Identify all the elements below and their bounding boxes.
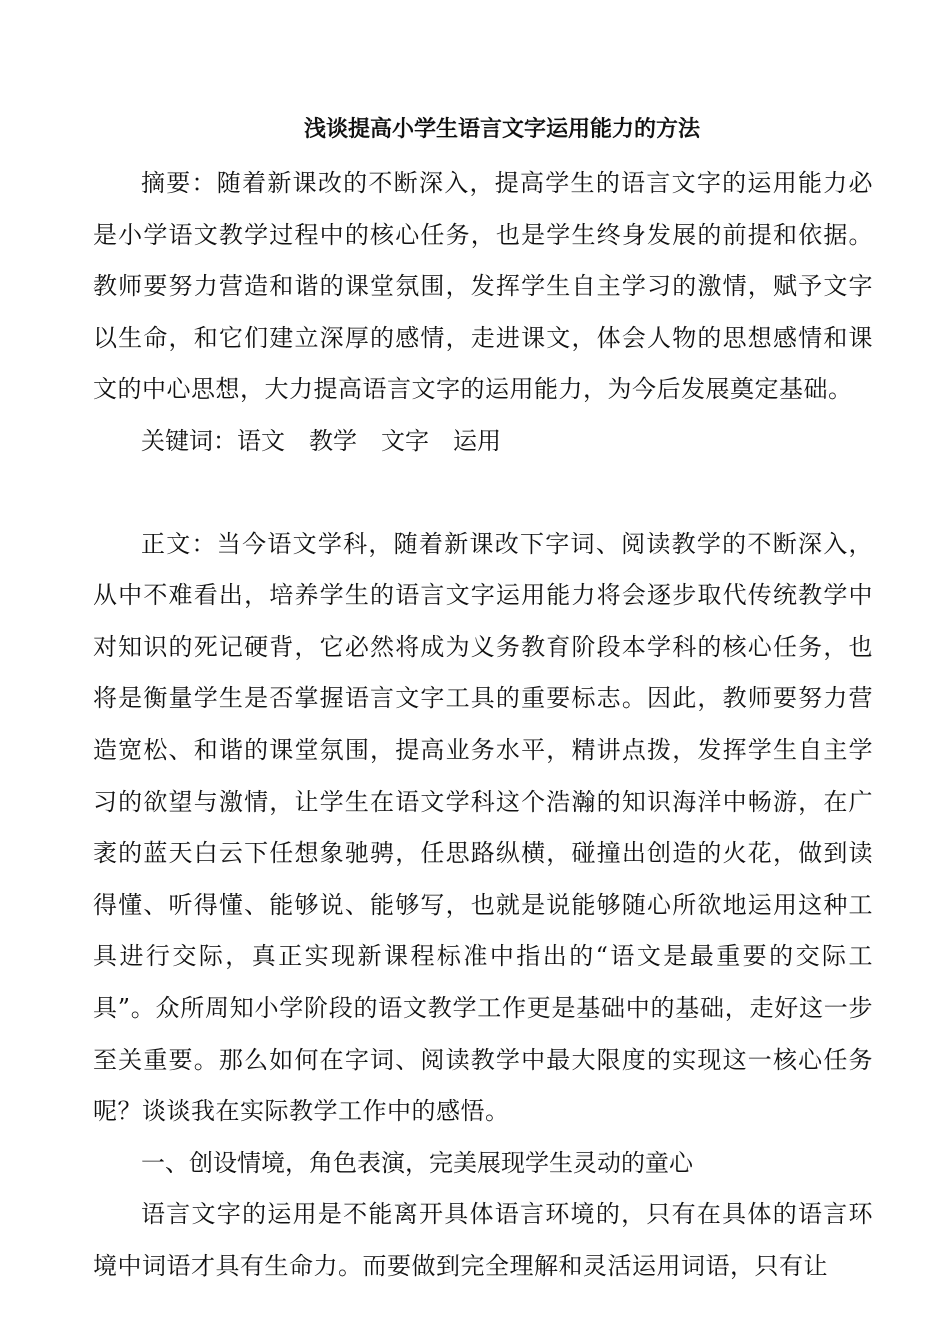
- section-heading-1: 一、创设情境，角色表演，完美展现学生灵动的童心: [141, 1148, 693, 1177]
- document-page: [93, 112, 873, 1292]
- section-1-paragraph: 语言文字的运用是不能离开具体语言环境的，只有在具体的语言环境中词语才具有生命力。而要做到完全理解和灵活运用词语，只有让: [93, 1200, 873, 1280]
- document-title: 浅谈提高小学生语言文字运用能力的方法: [303, 116, 700, 142]
- body-intro-paragraph: 正文：当今语文学科，随着新课改下字词、阅读教学的不断深入，从中不难看出，培养学生的语言文字运用能力将会逐步取代传统教学中对知识的死记硬背，它必然将成为义务教育阶段本学科的核心任务，也将是衡量学生是否掌握语言文字工具的重要标志。因此，教师要努力营造宽松、和谐的课堂氛围，提高业务水平，精讲点拨，发挥学生自主学习的欲望与激情，让学生在语文学科这个浩瀚的知识海洋中畅游，在广袤的蓝天白云下任想象驰骋，任思路纵横，碰撞出创造的火花，做到读得懂、听得懂、能够说、能够写，也就是说能够随心所欲地运用这种工具进行交际，真正实现新课程标准中指出的“语文是最重要的交际工具”。众所周知小学阶段的语文教学工作更是基础中的基础，走好这一步至关重要。那么如何在字词、阅读教学中最大限度的实现这一核心任务呢？谈谈我在实际教学工作中的感悟。: [93, 529, 873, 1126]
- keywords-line: 关键词：语文 教学 文字 运用: [141, 426, 501, 455]
- abstract-paragraph: 摘要：随着新课改的不断深入，提高学生的语言文字的运用能力必是小学语文教学过程中的核心任务，也是学生终身发展的前提和依据。教师要努力营造和谐的课堂氛围，发挥学生自主学习的激情，赋予文字以生命，和它们建立深厚的感情，走进课文，体会人物的思想感情和课文的中心思想，大力提高语言文字的运用能力，为今后发展奠定基础。: [93, 169, 873, 404]
- blank-line: [93, 468, 873, 519]
